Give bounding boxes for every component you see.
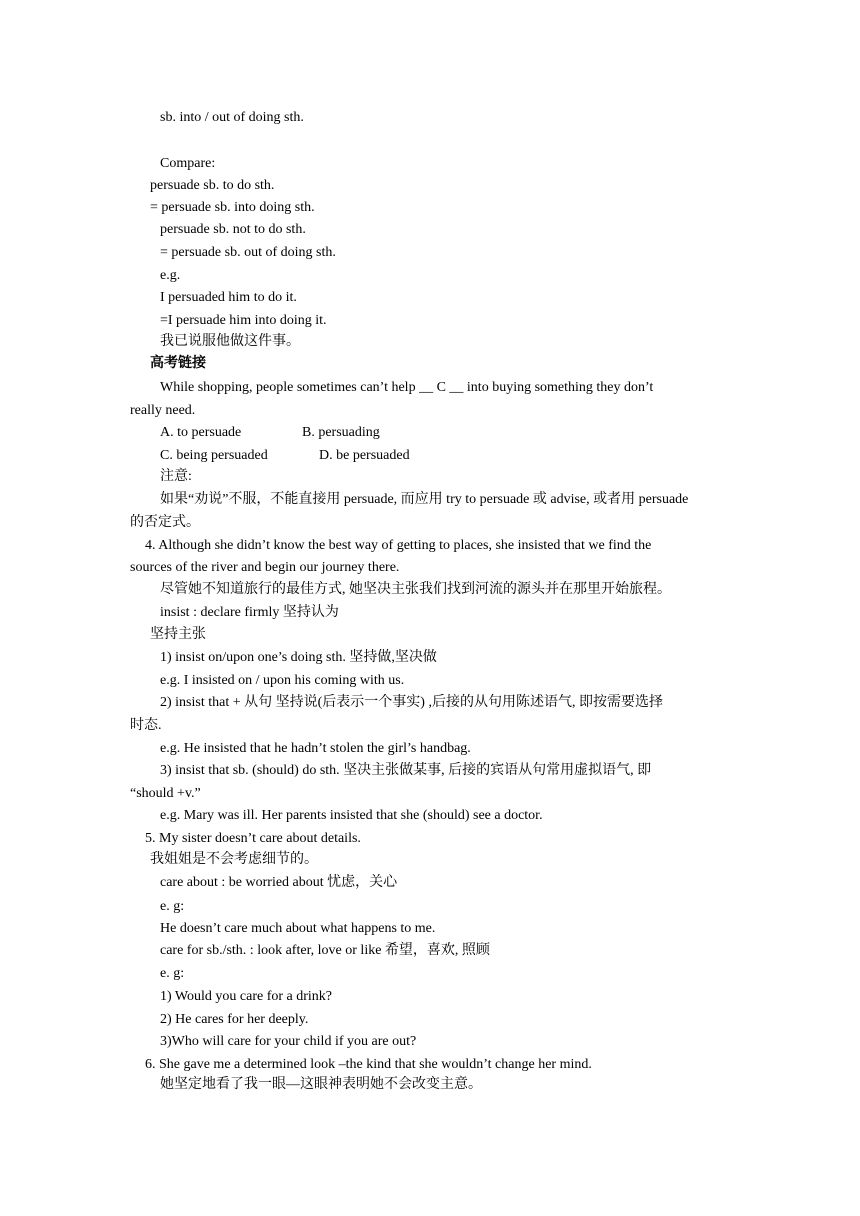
text-line: e. g: <box>160 899 185 914</box>
text-line: persuade sb. to do sth. <box>150 178 275 193</box>
text-line: 4. Although she didn’t know the best way of getting to places, she insisted that we find the <box>145 538 652 553</box>
text-line: sb. into / out of doing sth. <box>160 110 304 125</box>
text-line: e.g. Mary was ill. Her parents insisted that she (should) see a doctor. <box>160 808 543 823</box>
text-line: care for sb./sth. : look after, love or like 希望，喜欢, 照顾 <box>160 943 490 958</box>
text-line: 我姐姐是不会考虑细节的。 <box>150 852 318 867</box>
text-line: 5. My sister doesn’t care about details. <box>145 831 361 846</box>
option-d: D. be persuaded <box>319 448 410 463</box>
text-line: persuade sb. not to do sth. <box>160 222 306 237</box>
text-line: = persuade sb. into doing sth. <box>150 200 315 215</box>
option-b: B. persuading <box>302 425 380 440</box>
text-line: 3) insist that sb. (should) do sth. 坚决主张做某事, 后接的宾语从句常用虚拟语气, 即 <box>160 763 652 778</box>
text-line: Compare: <box>160 156 216 171</box>
text-line: =I persuade him into doing it. <box>160 313 327 328</box>
text-line: really need. <box>130 403 196 418</box>
text-line: 1) insist on/upon one’s doing sth. 坚持做,坚决做 <box>160 650 437 665</box>
text-line: 3)Who will care for your child if you are out? <box>160 1034 417 1049</box>
text-line: I persuaded him to do it. <box>160 290 297 305</box>
text-line: 1) Would you care for a drink? <box>160 989 332 1004</box>
text-line: e. g: <box>160 966 185 981</box>
option-c: C. being persuaded <box>160 448 268 463</box>
text-line: e.g. He insisted that he hadn’t stolen the girl’s handbag. <box>160 741 471 756</box>
text-line: sources of the river and begin our journey there. <box>130 560 400 575</box>
text-line: e.g. <box>160 268 181 283</box>
text-line: 6. She gave me a determined look –the kind that she wouldn’t change her mind. <box>145 1057 592 1072</box>
text-line: He doesn’t care much about what happens to me. <box>160 921 436 936</box>
text-line: 2) He cares for her deeply. <box>160 1012 309 1027</box>
option-a: A. to persuade <box>160 425 242 440</box>
text-line: While shopping, people sometimes can’t help __ C __ into buying something they don’t <box>160 380 654 395</box>
text-line: 的否定式。 <box>130 515 200 530</box>
text-line: 她坚定地看了我一眼—这眼神表明她不会改变主意。 <box>160 1077 482 1092</box>
text-line: 尽管她不知道旅行的最佳方式, 她坚决主张我们找到河流的源头并在那里开始旅程。 <box>160 582 671 597</box>
text-line: insist : declare firmly 坚持认为 <box>160 605 339 620</box>
text-line: = persuade sb. out of doing sth. <box>160 245 336 260</box>
text-line: 注意: <box>160 469 192 484</box>
text-line: e.g. I insisted on / upon his coming with us. <box>160 673 405 688</box>
text-line: “should +v.” <box>130 786 201 801</box>
text-line: 2) insist that + 从句 坚持说(后表示一个事实) ,后接的从句用陈述语气, 即按需要选择 <box>160 695 663 710</box>
text-line: 我已说服他做这件事。 <box>160 334 300 349</box>
text-line: 如果“劝说”不服，不能直接用 persuade, 而应用 try to persuade 或 advise, 或者用 persuade <box>160 492 689 507</box>
text-line: 时态. <box>130 718 162 733</box>
text-line: care about : be worried about 忧虑，关心 <box>160 875 398 890</box>
text-line: 坚持主张 <box>150 627 206 642</box>
section-heading: 高考链接 <box>150 356 206 371</box>
